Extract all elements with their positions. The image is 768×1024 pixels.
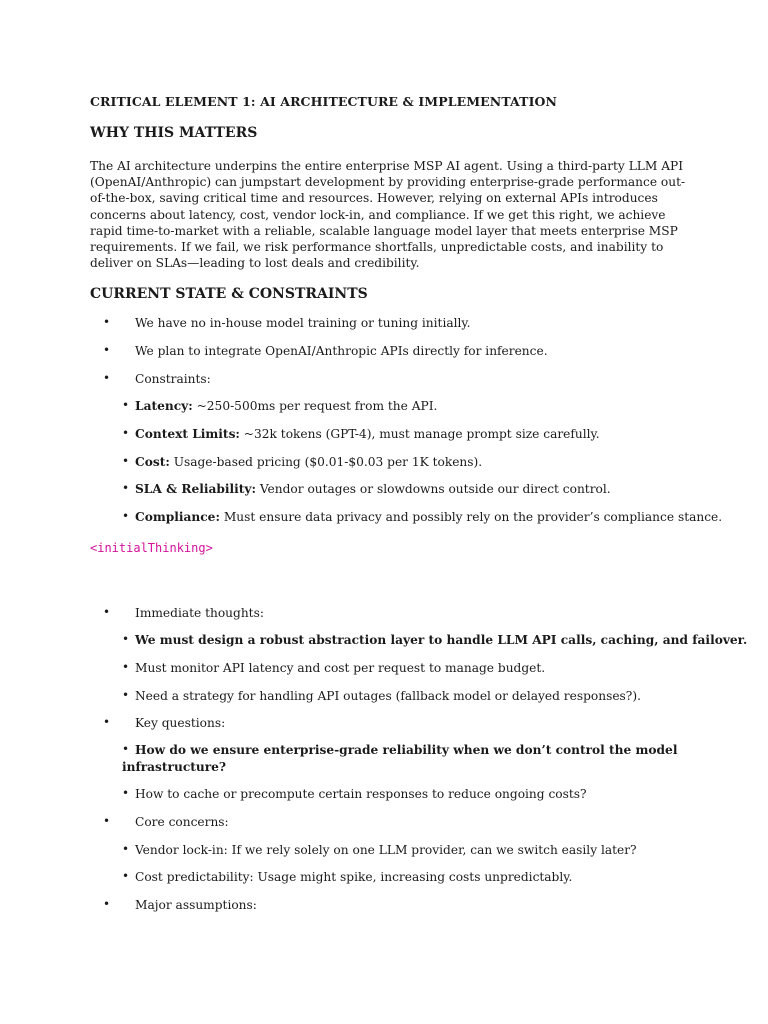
constraint-text: Must ensure data privacy and possibly rely on the provider’s compliance stance. — [219, 510, 723, 524]
bullet-icon: • — [103, 315, 111, 329]
why-heading: WHY THIS MATTERS — [90, 125, 258, 141]
constraint-text: Usage-based pricing ($0.01-$0.03 per 1K tokens). — [169, 455, 483, 469]
list-item: Immediate thoughts: — [135, 606, 264, 620]
bullet-icon: • — [122, 660, 130, 674]
constraint-text: ~32k tokens (GPT-4), must manage prompt size carefully. — [239, 427, 600, 441]
constraint-item — [135, 398, 437, 414]
sub-item: Need a strategy for handling API outages (fallback model or delayed responses?). — [135, 689, 641, 703]
bullet-icon: • — [122, 509, 130, 523]
bullet-icon: • — [122, 842, 130, 856]
bullet-icon: • — [122, 481, 130, 495]
constraint-item — [135, 481, 611, 497]
bullet-icon: • — [122, 632, 130, 646]
constraint-text: ~250-500ms per request from the API. — [192, 399, 438, 413]
constraint-label: Context Limits: — [135, 427, 240, 441]
bullet-icon: • — [103, 814, 111, 828]
bullet-icon: • — [103, 605, 111, 619]
why-paragraph: The AI architecture underpins the entire enterprise MSP AI agent. Using a third-party LLM API (OpenAI/Anthropic) can jumpstart development by providing enterprise-grade performance out-of-the-box, saving critical time and resources. However, relying on external APIs introduces concerns about latency, cost, vendor lock-in, and compliance. If we get this right, we achieve rapid time-to-market with a reliable, scalable language model layer that meets enterprise MSP requirements. If we fail, we risk performance shortfalls, unpredictable costs, and inability to deliver on SLAs—leading to lost deals and credibility. — [90, 159, 686, 271]
bullet-icon: • — [122, 742, 130, 756]
sub-item: Vendor lock-in: If we rely solely on one LLM provider, can we switch easily later? — [135, 843, 637, 857]
bullet-icon: • — [103, 343, 111, 357]
list-item: We plan to integrate OpenAI/Anthropic APIs directly for inference. — [135, 344, 548, 358]
initial-thinking-tag: <initialThinking> — [90, 541, 213, 555]
bullet-icon: • — [103, 897, 111, 911]
constraint-item — [135, 509, 722, 525]
constraint-item — [135, 426, 600, 442]
bullet-icon: • — [122, 786, 130, 800]
sub-item: Cost predictability: Usage might spike, increasing costs unpredictably. — [135, 870, 573, 884]
bullet-icon: • — [122, 688, 130, 702]
list-item: We have no in-house model training or tuning initially. — [135, 316, 471, 330]
constraint-label: SLA & Reliability: — [135, 482, 256, 496]
list-item: Key questions: — [135, 716, 226, 730]
section-title: CRITICAL ELEMENT 1: AI ARCHITECTURE & IMPLEMENTATION — [90, 94, 558, 109]
constraint-text: Vendor outages or slowdowns outside our direct control. — [255, 482, 611, 496]
sub-item: We must design a robust abstraction layer to handle LLM API calls, caching, and failover. — [135, 633, 748, 647]
bullet-icon: • — [103, 371, 111, 385]
bullet-icon: • — [122, 869, 130, 883]
bullet-icon: • — [103, 715, 111, 729]
constraint-label: Latency: — [135, 399, 193, 413]
constraint-item — [135, 454, 482, 470]
constraint-label: Compliance: — [135, 510, 220, 524]
constraint-label: Cost: — [135, 455, 170, 469]
sub-item: How to cache or precompute certain responses to reduce ongoing costs? — [135, 787, 587, 801]
bullet-icon: • — [122, 398, 130, 412]
list-item: Constraints: — [135, 372, 211, 386]
bullet-icon: • — [122, 426, 130, 440]
list-item: Core concerns: — [135, 815, 229, 829]
sub-item: How do we ensure enterprise-grade reliability when we don’t control the model infrastructure? — [122, 743, 678, 774]
sub-item: Must monitor API latency and cost per request to manage budget. — [135, 661, 546, 675]
list-item: Major assumptions: — [135, 898, 257, 912]
current-heading: CURRENT STATE & CONSTRAINTS — [90, 286, 368, 302]
bullet-icon: • — [122, 454, 130, 468]
